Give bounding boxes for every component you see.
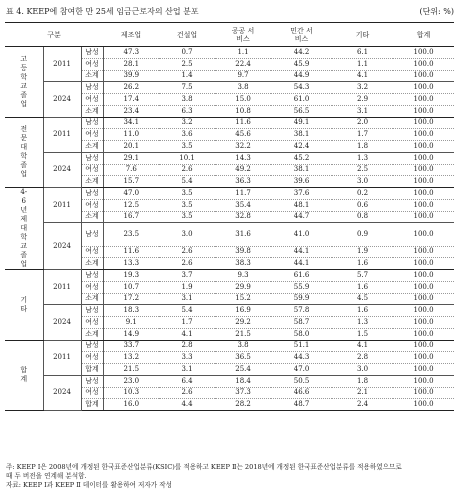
table-row <box>5 340 454 352</box>
value-cell: 16.9 <box>215 305 271 317</box>
value-cell: 1.1 <box>215 47 271 59</box>
value-cell: 100.0 <box>393 188 454 200</box>
value-cell: 100.0 <box>393 70 454 82</box>
value-cell: 1.9 <box>332 246 393 258</box>
value-cell: 61.6 <box>271 270 332 282</box>
value-cell: 1.1 <box>332 58 393 70</box>
value-cell: 23.0 <box>103 375 159 387</box>
gender-label: 남성 <box>81 117 103 129</box>
value-cell: 100.0 <box>393 94 454 106</box>
gender-label: 여성 <box>81 164 103 176</box>
value-cell: 39.8 <box>215 246 271 258</box>
value-cell: 44.3 <box>271 352 332 364</box>
value-cell: 45.2 <box>271 152 332 164</box>
header-total: 합계 <box>393 23 454 47</box>
table-row <box>5 47 454 59</box>
value-cell: 2.6 <box>159 164 215 176</box>
table-row <box>5 375 454 387</box>
year-label: 2011 <box>43 117 81 152</box>
header-construction: 건설업 <box>159 23 215 47</box>
gender-label: 소계 <box>81 105 103 117</box>
value-cell: 1.6 <box>332 258 393 270</box>
group-label-text: 4-6년제 대학교졸업 <box>20 188 28 268</box>
value-cell: 4.1 <box>332 340 393 352</box>
value-cell: 2.1 <box>332 387 393 399</box>
value-cell: 39.6 <box>271 176 332 188</box>
note-line-1: 주: KEEP Ⅰ은 2008년에 개정된 한국표준산업분류(KSIC)를 적용하고 KEEP Ⅱ는 2018년에 개정된 한국표준산업분류를 적용하였으므로 <box>6 463 402 471</box>
value-cell: 4.4 <box>159 399 215 411</box>
value-cell: 13.3 <box>103 258 159 270</box>
value-cell: 41.0 <box>271 223 332 246</box>
value-cell: 10.1 <box>159 152 215 164</box>
value-cell: 1.7 <box>159 317 215 329</box>
value-cell: 3.2 <box>159 117 215 129</box>
value-cell: 11.6 <box>103 246 159 258</box>
value-cell: 44.9 <box>271 70 332 82</box>
group-label <box>5 340 43 411</box>
industry-distribution-table <box>5 22 454 411</box>
value-cell: 100.0 <box>393 105 454 117</box>
value-cell: 49.2 <box>215 164 271 176</box>
group-label-text: 기타 <box>20 295 28 313</box>
table-row <box>5 152 454 164</box>
value-cell: 34.1 <box>103 117 159 129</box>
gender-label: 남성 <box>81 270 103 282</box>
group-label <box>5 188 43 270</box>
value-cell: 44.1 <box>271 258 332 270</box>
value-cell: 7.5 <box>159 82 215 94</box>
value-cell: 13.2 <box>103 352 159 364</box>
value-cell: 100.0 <box>393 152 454 164</box>
header-private-services: 민간 서비스 <box>271 23 332 47</box>
table-row <box>5 117 454 129</box>
value-cell: 37.6 <box>271 188 332 200</box>
year-label: 2024 <box>43 152 81 187</box>
value-cell: 2.6 <box>159 387 215 399</box>
value-cell: 58.7 <box>271 317 332 329</box>
gender-label: 여성 <box>81 246 103 258</box>
value-cell: 17.2 <box>103 293 159 305</box>
gender-label: 소계 <box>81 70 103 82</box>
gender-label: 여성 <box>81 58 103 70</box>
table-row <box>5 305 454 317</box>
gender-label: 소계 <box>81 176 103 188</box>
value-cell: 0.7 <box>159 47 215 59</box>
value-cell: 9.1 <box>103 317 159 329</box>
gender-label: 남성 <box>81 305 103 317</box>
value-cell: 23.4 <box>103 105 159 117</box>
value-cell: 58.0 <box>271 328 332 340</box>
value-cell: 3.1 <box>332 105 393 117</box>
year-label: 2024 <box>43 223 81 270</box>
value-cell: 15.7 <box>103 176 159 188</box>
header-group: 구분 <box>5 23 103 47</box>
value-cell: 2.9 <box>332 94 393 106</box>
value-cell: 3.5 <box>159 188 215 200</box>
value-cell: 100.0 <box>393 164 454 176</box>
group-label-text: 전문대학졸업 <box>20 125 28 179</box>
year-label: 2011 <box>43 188 81 223</box>
value-cell: 0.6 <box>332 199 393 211</box>
unit-label: (단위: %) <box>419 7 454 16</box>
value-cell: 100.0 <box>393 328 454 340</box>
value-cell: 51.1 <box>271 340 332 352</box>
year-label: 2011 <box>43 47 81 82</box>
year-label: 2011 <box>43 340 81 375</box>
value-cell: 1.6 <box>332 305 393 317</box>
value-cell: 36.5 <box>215 352 271 364</box>
value-cell: 38.3 <box>215 258 271 270</box>
gender-label: 소계 <box>81 141 103 153</box>
table-title: 표 4. KEEP에 참여한 만 25세 임금근로자의 산업 분포 <box>6 7 199 16</box>
value-cell: 2.8 <box>159 340 215 352</box>
value-cell: 48.7 <box>271 399 332 411</box>
value-cell: 10.7 <box>103 281 159 293</box>
value-cell: 3.0 <box>332 176 393 188</box>
value-cell: 7.6 <box>103 164 159 176</box>
value-cell: 100.0 <box>393 211 454 223</box>
value-cell: 100.0 <box>393 47 454 59</box>
value-cell: 20.1 <box>103 141 159 153</box>
value-cell: 3.5 <box>159 199 215 211</box>
gender-label: 남성 <box>81 47 103 59</box>
value-cell: 3.3 <box>159 352 215 364</box>
value-cell: 56.5 <box>271 105 332 117</box>
value-cell: 2.8 <box>332 352 393 364</box>
value-cell: 15.2 <box>215 293 271 305</box>
value-cell: 4.1 <box>159 328 215 340</box>
value-cell: 1.4 <box>159 70 215 82</box>
value-cell: 19.3 <box>103 270 159 282</box>
value-cell: 100.0 <box>393 375 454 387</box>
value-cell: 4.5 <box>332 293 393 305</box>
source-line: 자료: KEEP Ⅰ과 KEEP Ⅱ 데이터를 활용하여 저자가 작성 <box>6 481 172 489</box>
gender-label: 남성 <box>81 340 103 352</box>
value-cell: 4.1 <box>332 70 393 82</box>
value-cell: 26.2 <box>103 82 159 94</box>
gender-label: 여성 <box>81 129 103 141</box>
value-cell: 5.7 <box>332 270 393 282</box>
value-cell: 100.0 <box>393 305 454 317</box>
value-cell: 18.3 <box>103 305 159 317</box>
value-cell: 44.7 <box>271 211 332 223</box>
table-notes <box>6 463 456 490</box>
value-cell: 6.3 <box>159 105 215 117</box>
value-cell: 0.9 <box>332 223 393 246</box>
value-cell: 14.3 <box>215 152 271 164</box>
value-cell: 46.6 <box>271 387 332 399</box>
year-label: 2024 <box>43 82 81 117</box>
value-cell: 11.0 <box>103 129 159 141</box>
gender-label: 남성 <box>81 188 103 200</box>
table-row <box>5 188 454 200</box>
value-cell: 3.5 <box>159 211 215 223</box>
value-cell: 6.1 <box>332 47 393 59</box>
value-cell: 29.1 <box>103 152 159 164</box>
value-cell: 3.0 <box>332 364 393 376</box>
value-cell: 39.9 <box>103 70 159 82</box>
value-cell: 50.5 <box>271 375 332 387</box>
value-cell: 0.2 <box>332 188 393 200</box>
value-cell: 100.0 <box>393 352 454 364</box>
value-cell: 1.6 <box>332 281 393 293</box>
value-cell: 2.4 <box>332 399 393 411</box>
value-cell: 100.0 <box>393 246 454 258</box>
value-cell: 2.5 <box>159 58 215 70</box>
value-cell: 1.3 <box>332 152 393 164</box>
value-cell: 2.6 <box>159 246 215 258</box>
value-cell: 100.0 <box>393 364 454 376</box>
table-row <box>5 270 454 282</box>
value-cell: 3.7 <box>159 270 215 282</box>
header-manufacturing: 제조업 <box>103 23 159 47</box>
value-cell: 0.8 <box>332 211 393 223</box>
header-other: 기타 <box>332 23 393 47</box>
group-label <box>5 47 43 118</box>
value-cell: 35.4 <box>215 199 271 211</box>
table-caption <box>6 5 454 18</box>
value-cell: 61.0 <box>271 94 332 106</box>
value-cell: 6.4 <box>159 375 215 387</box>
value-cell: 100.0 <box>393 317 454 329</box>
value-cell: 100.0 <box>393 129 454 141</box>
value-cell: 47.0 <box>271 364 332 376</box>
value-cell: 3.8 <box>215 82 271 94</box>
value-cell: 18.4 <box>215 375 271 387</box>
value-cell: 31.6 <box>215 223 271 246</box>
group-label <box>5 270 43 341</box>
value-cell: 45.6 <box>215 129 271 141</box>
header-row <box>5 23 454 47</box>
value-cell: 100.0 <box>393 82 454 94</box>
value-cell: 1.5 <box>332 328 393 340</box>
value-cell: 32.2 <box>215 141 271 153</box>
value-cell: 21.5 <box>215 328 271 340</box>
value-cell: 11.6 <box>215 117 271 129</box>
value-cell: 100.0 <box>393 281 454 293</box>
value-cell: 23.5 <box>103 223 159 246</box>
gender-label: 여성 <box>81 281 103 293</box>
value-cell: 3.8 <box>159 94 215 106</box>
value-cell: 1.8 <box>332 141 393 153</box>
gender-label: 소계 <box>81 211 103 223</box>
value-cell: 44.1 <box>271 246 332 258</box>
value-cell: 100.0 <box>393 258 454 270</box>
value-cell: 2.0 <box>332 117 393 129</box>
year-label: 2011 <box>43 270 81 305</box>
value-cell: 9.3 <box>215 270 271 282</box>
gender-label: 남성 <box>81 152 103 164</box>
table-body <box>5 47 454 411</box>
value-cell: 21.5 <box>103 364 159 376</box>
value-cell: 47.0 <box>103 188 159 200</box>
group-label <box>5 117 43 188</box>
value-cell: 10.8 <box>215 105 271 117</box>
value-cell: 3.6 <box>159 129 215 141</box>
value-cell: 100.0 <box>393 387 454 399</box>
value-cell: 37.3 <box>215 387 271 399</box>
value-cell: 1.3 <box>332 317 393 329</box>
value-cell: 12.5 <box>103 199 159 211</box>
value-cell: 1.7 <box>332 129 393 141</box>
value-cell: 2.5 <box>332 164 393 176</box>
value-cell: 38.1 <box>271 164 332 176</box>
gender-label: 합계 <box>81 399 103 411</box>
gender-label: 소계 <box>81 328 103 340</box>
group-label-text: 합계 <box>20 366 28 384</box>
value-cell: 1.8 <box>332 375 393 387</box>
note-line-2: 때 두 버전을 연계해 분석함. <box>6 472 87 480</box>
group-label-text: 고등학교졸업 <box>20 54 28 108</box>
value-cell: 10.3 <box>103 387 159 399</box>
value-cell: 100.0 <box>393 293 454 305</box>
value-cell: 15.0 <box>215 94 271 106</box>
value-cell: 100.0 <box>393 176 454 188</box>
value-cell: 100.0 <box>393 270 454 282</box>
value-cell: 59.9 <box>271 293 332 305</box>
value-cell: 38.1 <box>271 129 332 141</box>
value-cell: 28.2 <box>215 399 271 411</box>
value-cell: 9.7 <box>215 70 271 82</box>
value-cell: 16.0 <box>103 399 159 411</box>
value-cell: 5.4 <box>159 176 215 188</box>
value-cell: 1.9 <box>159 281 215 293</box>
gender-label: 여성 <box>81 94 103 106</box>
value-cell: 100.0 <box>393 141 454 153</box>
value-cell: 57.8 <box>271 305 332 317</box>
gender-label: 여성 <box>81 352 103 364</box>
value-cell: 29.9 <box>215 281 271 293</box>
value-cell: 22.4 <box>215 58 271 70</box>
value-cell: 100.0 <box>393 223 454 246</box>
value-cell: 3.0 <box>159 223 215 246</box>
value-cell: 100.0 <box>393 399 454 411</box>
value-cell: 33.7 <box>103 340 159 352</box>
gender-label: 여성 <box>81 317 103 329</box>
value-cell: 5.4 <box>159 305 215 317</box>
value-cell: 3.5 <box>159 141 215 153</box>
value-cell: 44.2 <box>271 47 332 59</box>
value-cell: 14.9 <box>103 328 159 340</box>
value-cell: 100.0 <box>393 58 454 70</box>
gender-label: 소계 <box>81 293 103 305</box>
value-cell: 49.1 <box>271 117 332 129</box>
gender-label: 남성 <box>81 82 103 94</box>
table-row <box>5 223 454 246</box>
value-cell: 2.6 <box>159 258 215 270</box>
year-label: 2024 <box>43 305 81 340</box>
value-cell: 100.0 <box>393 117 454 129</box>
value-cell: 3.8 <box>215 340 271 352</box>
value-cell: 3.2 <box>332 82 393 94</box>
year-label: 2024 <box>43 375 81 410</box>
value-cell: 45.9 <box>271 58 332 70</box>
header-public-services: 공공 서비스 <box>215 23 271 47</box>
value-cell: 11.7 <box>215 188 271 200</box>
value-cell: 32.8 <box>215 211 271 223</box>
value-cell: 36.3 <box>215 176 271 188</box>
value-cell: 42.4 <box>271 141 332 153</box>
value-cell: 25.4 <box>215 364 271 376</box>
value-cell: 100.0 <box>393 340 454 352</box>
value-cell: 17.4 <box>103 94 159 106</box>
value-cell: 55.9 <box>271 281 332 293</box>
value-cell: 29.2 <box>215 317 271 329</box>
value-cell: 54.3 <box>271 82 332 94</box>
gender-label: 여성 <box>81 387 103 399</box>
value-cell: 100.0 <box>393 199 454 211</box>
gender-label: 합계 <box>81 364 103 376</box>
gender-label: 소계 <box>81 258 103 270</box>
gender-label: 남성 <box>81 223 103 246</box>
value-cell: 3.1 <box>159 293 215 305</box>
value-cell: 28.1 <box>103 58 159 70</box>
value-cell: 3.1 <box>159 364 215 376</box>
gender-label: 여성 <box>81 199 103 211</box>
value-cell: 47.3 <box>103 47 159 59</box>
table-row <box>5 82 454 94</box>
value-cell: 48.1 <box>271 199 332 211</box>
value-cell: 16.7 <box>103 211 159 223</box>
gender-label: 남성 <box>81 375 103 387</box>
